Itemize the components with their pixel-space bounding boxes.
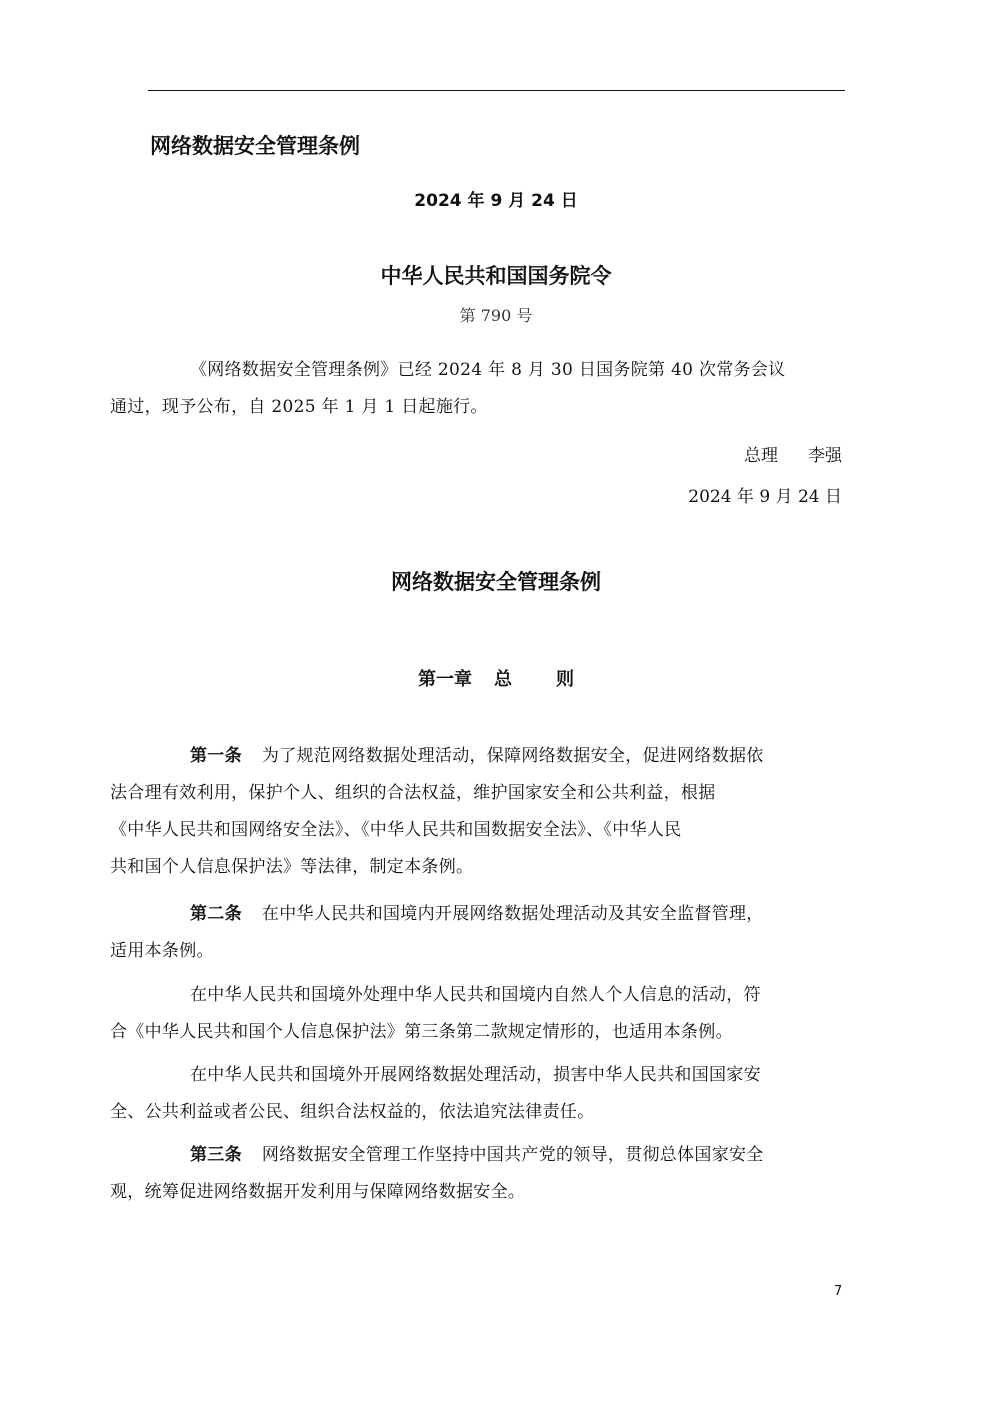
- order-body-line: 《网络数据安全管理条例》已经 2024 年 8 月 30 日国务院第 40 次常务会议: [190, 360, 786, 380]
- article-line: 全、公共利益或者公民、组织合法权益的，依法追究法律责任。: [110, 1102, 595, 1122]
- signatory-title: 总理: [744, 446, 778, 466]
- article-line: [150, 896, 842, 933]
- chapter-name-part: 总: [494, 669, 512, 690]
- article-line: 适用本条例。: [110, 941, 214, 961]
- article-line: 法合理有效利用，保护个人、组织的合法权益，维护国家安全和公共利益，根据: [110, 783, 716, 803]
- order-body: [110, 352, 842, 426]
- document-date: 2024 年 9 月 24 日: [414, 191, 578, 211]
- signatory: [744, 441, 842, 466]
- article-line: 观，统筹促进网络数据开发利用与保障网络数据安全。: [110, 1182, 526, 1202]
- chapter-heading: [0, 665, 992, 691]
- chapter-label: 第一章: [418, 669, 472, 690]
- article-text: 为了规范网络数据处理活动，保障网络数据安全，促进网络数据依: [261, 746, 764, 766]
- order-title: 中华人民共和国国务院令: [380, 264, 612, 288]
- signatory-name: 李强: [808, 446, 842, 466]
- article-line: 在中华人民共和国境外开展网络数据处理活动，损害中华人民共和国国家安: [190, 1065, 761, 1085]
- order-number: 第 790 号: [459, 306, 533, 325]
- article-label: 第三条: [190, 1145, 242, 1165]
- article-text: 网络数据安全管理工作坚持中国共产党的领导，贯彻总体国家安全: [261, 1145, 764, 1165]
- header-rule: [148, 90, 845, 91]
- regulation-title: 网络数据安全管理条例: [391, 570, 601, 594]
- chapter-name-part: 则: [556, 669, 574, 690]
- article-label: 第一条: [190, 746, 242, 766]
- document-title: 网络数据安全管理条例: [150, 134, 360, 158]
- article-line: 《中华人民共和国网络安全法》、《中华人民共和国数据安全法》、《中华人民: [110, 820, 682, 840]
- article-label: 第二条: [190, 904, 242, 924]
- article-line: 共和国个人信息保护法》等法律，制定本条例。: [110, 857, 474, 877]
- article-line: [150, 738, 842, 775]
- order-body-line: 通过，现予公布，自 2025 年 1 月 1 日起施行。: [110, 397, 488, 417]
- article-text: 在中华人民共和国境内开展网络数据处理活动及其安全监督管理，: [261, 904, 764, 924]
- article-line: 在中华人民共和国境外处理中华人民共和国境内自然人个人信息的活动，符: [190, 985, 761, 1005]
- article-line: [150, 1137, 842, 1174]
- article: [110, 738, 842, 886]
- article: [110, 1137, 842, 1211]
- signature-date: 2024 年 9 月 24 日: [688, 487, 842, 507]
- article-line: 合《中华人民共和国个人信息保护法》第三条第二款规定情形的，也适用本条例。: [110, 1022, 733, 1042]
- article: [110, 896, 842, 970]
- article-paragraph: [110, 1057, 842, 1131]
- page-number: 7: [834, 1284, 843, 1299]
- article-paragraph: [110, 977, 842, 1051]
